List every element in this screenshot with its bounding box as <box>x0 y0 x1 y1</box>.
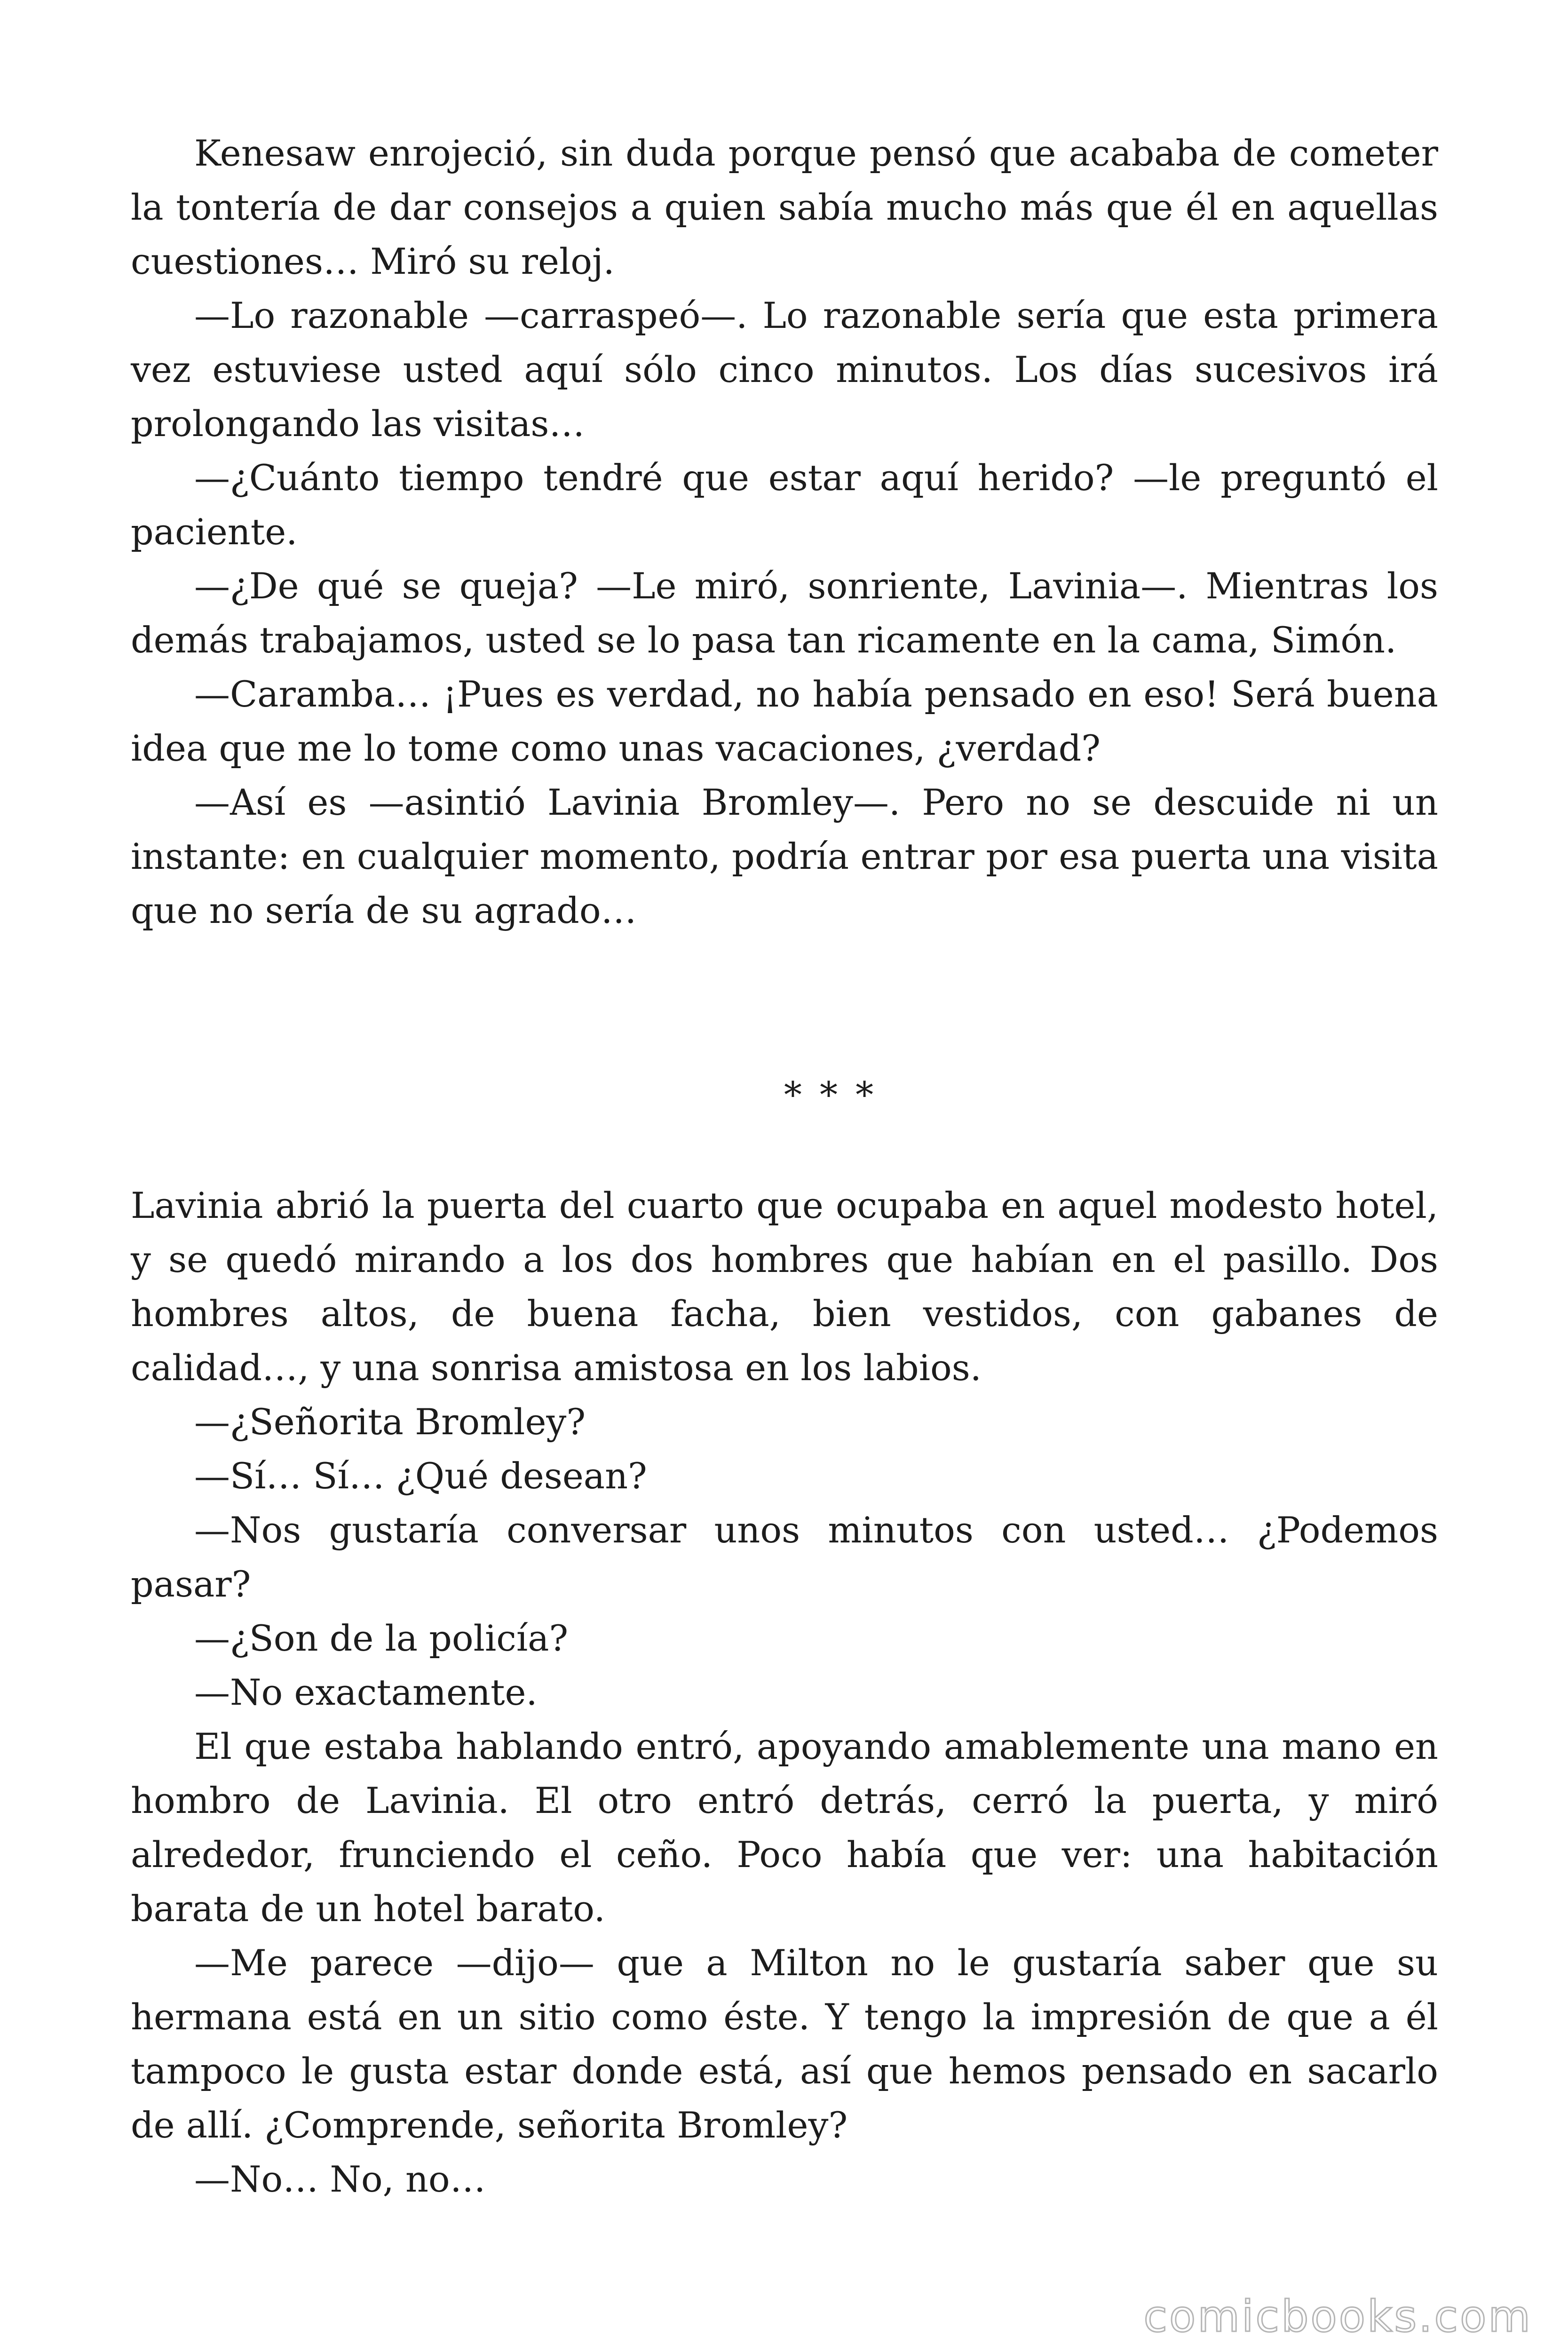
text-section-1 <box>131 126 1438 938</box>
text-section-2 <box>131 1178 1438 2206</box>
watermark: comicbooks.com <box>1143 2291 1532 2342</box>
paragraph: —Así es —asintió Lavinia Bromley—. Pero no se descuide ni un instante: en cualquier momento, podría entrar por esa puerta una visita que no sería de su agrado… <box>131 781 1438 931</box>
paragraph: —Nos gustaría conversar unos minutos con usted… ¿Podemos pasar? <box>131 1509 1438 1605</box>
paragraph: —Me parece —dijo— que a Milton no le gustaría saber que su hermana está en un sitio como éste. Y tengo la impresión de que a él tampoco le gusta estar donde está, así que hemos pensado en sacarlo de allí. ¿Comprende, señorita Bromley? <box>131 1942 1438 2146</box>
paragraph: El que estaba hablando entró, apoyando amablemente una mano en hombro de Lavinia. El otro entró detrás, cerró la puerta, y miró alrededor, frunciendo el ceño. Poco había que ver: una habitación barata de un hotel barato. <box>131 1725 1438 1930</box>
paragraph: —No… No, no… <box>194 2158 486 2200</box>
paragraph: —¿Son de la policía? <box>194 1617 569 1659</box>
paragraph: —¿Cuánto tiempo tendré que estar aquí herido? —le preguntó el paciente. <box>131 457 1438 553</box>
paragraph: —¿Señorita Bromley? <box>194 1401 586 1443</box>
paragraph: —Lo razonable —carraspeó—. Lo razonable sería que esta primera vez estuviese usted aquí sólo cinco minutos. Los días sucesivos irá prolongando las visitas… <box>131 294 1438 445</box>
paragraph: —No exactamente. <box>194 1671 538 1713</box>
scene-break: * * * <box>784 1074 874 1116</box>
paragraph: Lavinia abrió la puerta del cuarto que ocupaba en aquel modesto hotel, y se quedó mirando a los dos hombres que habían en el pasillo. Dos hombres altos, de buena facha, bien vestidos, con gabanes de calidad…, y una sonrisa amistosa en los labios. <box>131 1184 1438 1389</box>
paragraph: —¿De qué se queja? —Le miró, sonriente, Lavinia—. Mientras los demás trabajamos, usted se lo pasa tan ricamente en la cama, Simón. <box>131 565 1438 661</box>
paragraph: —Sí… Sí… ¿Qué desean? <box>194 1455 647 1497</box>
paragraph: Kenesaw enrojeció, sin duda porque pensó que acababa de cometer la tontería de dar consejos a quien sabía mucho más que él en aquellas cuestiones… Miró su reloj. <box>131 132 1438 282</box>
paragraph: —Caramba… ¡Pues es verdad, no había pensado en eso! Será buena idea que me lo tome como unas vacaciones, ¿verdad? <box>131 673 1438 769</box>
